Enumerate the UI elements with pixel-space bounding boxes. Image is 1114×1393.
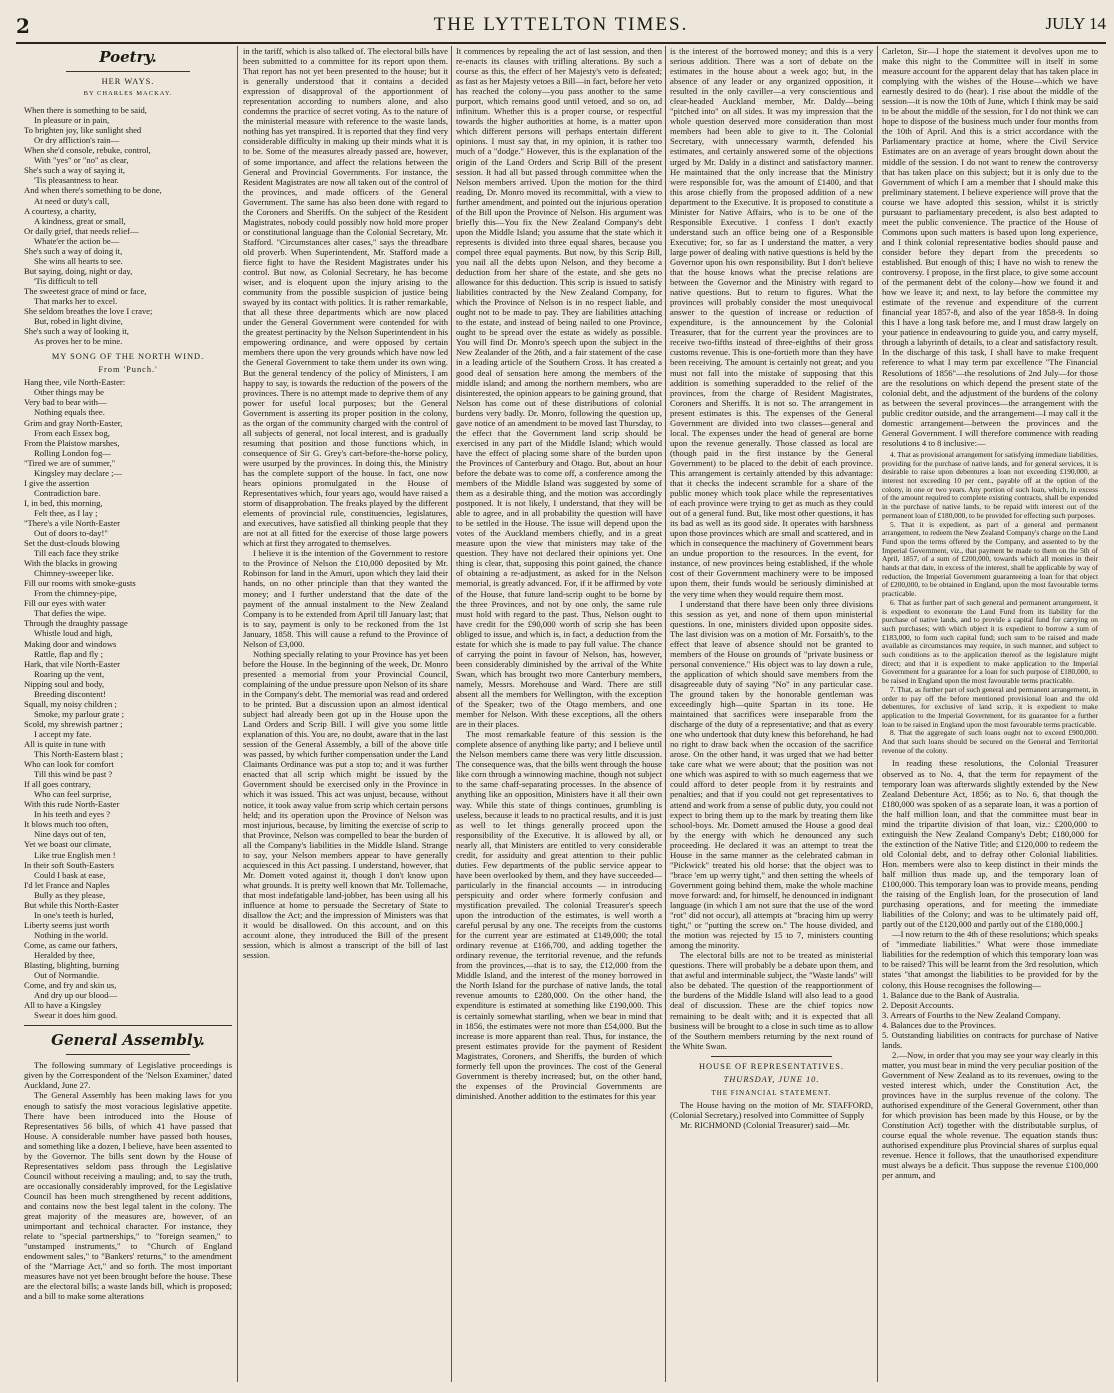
paragraph: 8. That the aggregate of such loans ought not to exceed £900,000. And that such loans should be secured on the General and Territorial revenue of the colony.: [882, 728, 1098, 755]
poem-line: In their soft South-Easters: [24, 859, 114, 870]
poem-line: Kingsley may declare ;—: [34, 467, 123, 478]
poem-line: From the Plaistow marshes,: [24, 437, 120, 448]
liabilities-list: [882, 990, 1098, 1050]
paragraph: —I now return to the 4th of these resolutions; which speaks of "immediate liabilities." What were those immediate liabilities for the redemption of which this temporary loan was to be raised? This will be learnt from the 3rd resolution, which states "that amongst the liabilities to be provided for by the colony, this House recognises the following—: [882, 929, 1098, 990]
poem-line: Making door and windows: [24, 638, 117, 649]
column-3: [456, 46, 662, 1386]
poem-line: I give the assertion: [24, 477, 90, 488]
column-divider: [237, 46, 238, 1382]
poem-line: 'Tis difficult to tell: [34, 275, 98, 286]
poem-line: Or daily grief, that needs relief—: [24, 225, 139, 236]
poem-line: To brighten joy, like sunlight shed: [24, 125, 142, 136]
paragraph: The electoral bills are not to be treated as ministerial questions. There will probably be a debate upon them, and that awful and interminable subject, the "Waste lands" will also be debated. The question of the reapportionment of the burdens of the Middle Island will also lead to a good deal of discussion. These are the chief topics now remaining to be dealt with; and it is expected that all business will be brought to a close in such time as to allow of the Southern members returning by the next round of the White Swan.: [670, 950, 873, 1051]
divider: [711, 1056, 833, 1057]
house-date: THURSDAY, JUNE 10.: [723, 1074, 820, 1084]
poem-title: MY SONG OF THE NORTH WIND.: [51, 352, 205, 362]
poem-line: Set the dust-clouds blowing: [24, 538, 120, 549]
paragraph: 2.—Now, in order that you may see your way clearly in this matter, you must bear in mind the very peculiar position of the Government of New Zealand as to its revenues, owing to the vested interest which, under the Constitution Act, the provinces have in the surplus revenue of the colony. The authorised expenditure of the General Government, other than for which provision has been made by this House, or by the Constitution Act) together with the distributable surplus, of course equal the whole revenue. The equation stands thus: authorised expenditure plus Provincial shares of surplus equal revenue. Hence it follows, that the unauthorised expenditure must always be a deficit. Thus suppose the revenue £100,000 per annum, and: [882, 1049, 1098, 1181]
poem-line: At need or duty's call,: [34, 195, 110, 206]
poem-line: As proves her to be mine.: [34, 336, 123, 347]
poem-line: She's such a way of saying it,: [24, 165, 126, 176]
poem-line: Liberty seems just worth: [24, 919, 110, 930]
column-divider: [665, 46, 666, 1382]
poem-line: Come, as came our fathers,: [24, 939, 118, 950]
paragraph: 5. That it is expedient, as part of a general and permanent arrangement, to redeem the New Zealand Company's charge on the Land Fund upon the terms offered by the Company, and assented to by the Imperial Government, viz., that payment be made to them on the 5th of April, 1857, of a sum of £200,000, towards which all monies in their hands at that date, in excess of the interest, shall be applicable by way of reduction, the Imperial Government guaranteeing a loan for that object of £200,000, to be obtained in England, upon the most favourable terms practicable.: [882, 519, 1098, 599]
masthead: [16, 8, 1106, 44]
article-body: [670, 46, 873, 1051]
poem-line: Roaring up the vent,: [34, 668, 105, 679]
article-body: [243, 46, 448, 960]
paragraph: 2. Deposit Accounts.: [882, 999, 954, 1010]
poem-line: In one's teeth is hurled,: [34, 909, 114, 920]
poem-line: Fill our eyes with water: [24, 598, 106, 609]
poem-line: Very bad to bear with—: [24, 397, 107, 408]
column-4: [670, 46, 873, 1386]
poem-line: It blows much too often,: [24, 819, 109, 830]
poem-line: Out of doors to-day!": [34, 528, 108, 539]
poem-line: Smoke, my parlour grate ;: [34, 708, 124, 719]
poem-line: Breeding discontent!: [34, 688, 106, 699]
article-body: [456, 46, 662, 1101]
poem-line: "There's a vile North-Easter: [24, 517, 120, 528]
poem-line: Who can feel surprise,: [34, 789, 112, 800]
poem-line: I, in bed, this morning,: [24, 497, 103, 508]
poem-line: Squall, my noisy children ;: [24, 698, 117, 709]
poem-line: Nothing equals thee.: [34, 407, 105, 418]
poem-line: Grim and gray North-Easter,: [24, 417, 123, 428]
poem-line: Rattle, flap and fly ;: [34, 648, 103, 659]
poem-line: Yet we boast our climate,: [24, 839, 112, 850]
poem-line: Fill our rooms with smoke-gusts: [24, 578, 136, 589]
poem-line: I accept my fate.: [34, 728, 92, 739]
poem-line: She wins all hearts to see.: [34, 255, 123, 266]
poetry-heading: Poetry.: [99, 48, 157, 66]
poem-line: Till each face they strike: [34, 548, 119, 559]
poem-line: Like true English men !: [34, 849, 116, 860]
paragraph: I understand that there have been only three divisions this session as yet, and none of them upon ministerial questions. In one, ministers divided upon opposite sides. The last division was on a motion of Mr. Forsaith's, to the effect that leave of absence should not be granted to members of the House on grounds of "private business or personal convenience." His object was to lay down a rule, the application of which should save members from the disagreeable duty of saying "No" in any particular case. The ground taken by the honorable gentleman was exceedingly high—quite Spartan in its tone. He maintained that sacrifices were inseparable from the discharge of the duty of a representative; and that as every one who undertook that duty knew this beforehand, he had no right to draw back when the occasion of the sacrifice arose. On the other hand, it was urged that we had better take care what we were about; that the position was not one which was aspired to with so much eagerness that we could afford to deter people from it by restraints and penalties; and that if you could not get representatives to attend and work from a sense of public duty, you could not expect to bring them up to the mark by treating them like school-boys. Mr. Domett amused the House a good deal by the energy with which he denounced any such proceeding. He declared it was an attempt to treat the House in the same manner as the celebrated cabman in "Pickwick" treated his old horse: that the object was to "brace 'em up werry tight," and then setting the wheels of Government going behind them, make the whole machine move forward: and, for himself, he denounced in indignant language (in which I am not sure that the use of the word "rot" did not occur), all attempts at "bracing him up werry tight," or "putting the screw on." The house divided, and the motion was rejected by 15 to 7, ministers counting among the minority.: [670, 598, 873, 951]
column-1: [24, 46, 232, 1386]
poem-line: Hang thee, vile North-Easter:: [24, 377, 126, 388]
paragraph: 3. Arrears of Fourths to the New Zealand Company.: [882, 1009, 1061, 1020]
poem-line: But saying, doing, night or day,: [24, 265, 133, 276]
article-body: [882, 1050, 1098, 1181]
poem-line: Nine days out of ten,: [34, 829, 106, 840]
paragraph: 6. That as further part of such general and permanent arrangement, it is expedient to exonerate the Land Fund from its liability for the purchase of native lands, and to provide a capital fund for carrying on such purchases; with which object it is expedient to borrow a sum of £183,000, to form such capital fund; such sum to be raised and made available as circumstances may require, in such manner, and subject to such conditions as to the application thereof as the legislature might direct; and that it is expedient to make application to the Imperial Government for a guarantee for a loan for such purpose of £180,000, to be raised in England upon the most favourable terms practicable.: [882, 597, 1098, 686]
paragraph: 5. Outstanding liabilities on contracts for purchase of Native lands.: [882, 1029, 1098, 1050]
poem-byline: BY CHARLES MACKAY.: [83, 90, 173, 98]
divider: [66, 1054, 191, 1055]
newspaper-title: THE LYTTELTON TIMES.: [433, 14, 689, 35]
paragraph: The General Assembly has been making laws for you enough to satisfy the most voracious legislative appetite. There have been introduced into the House of Representatives 56 bills, of which 41 have passed that House. A considerable number have passed both houses, and something like a dozen, I believe, have been assented to by the Governor. The bills sent down by the House of Representatives seldom pass through the Legislative Council without receiving a mauling; and, to say the truth, are occasionally considerably improved, for the Legislative Council has been much strengthened by recent additions, and contains now the best legal talent in the colony. The great majority of the measures are, however, of an unimportant and technical character. For instance, they relate to "special partnerships," to "foreign seamen," to "unstamped instruments," to "Church of England endowment sales," to "Bankers' returns," to the amendment of the "Marriage Act," and so forth. The most important measures have not yet been brought before the house. These are the electoral bills; a waste lands bill, which is proposed; and a bill to make some alterations: [24, 1090, 232, 1302]
poem-line: I'd let France and Naples: [24, 879, 110, 890]
poem-line: All to have a Kingsley: [24, 1000, 102, 1011]
poem-line: And when there's something to be done,: [24, 185, 162, 196]
poem-line: A courtesy, a charity,: [24, 205, 97, 216]
poem-line: Out of Normandie.: [34, 970, 100, 981]
poem-title: HER WAYS.: [101, 77, 155, 86]
poem-line: Felt thee, as I lay ;: [34, 507, 98, 518]
poem-line: That defies the wipe.: [34, 608, 107, 619]
poem-line: Scold, my shrewish partner ;: [24, 718, 123, 729]
poem-line: With this rude North-Easter: [24, 799, 120, 810]
poem-line: From the chimney-pipe,: [34, 588, 117, 599]
poem-her-ways: [24, 105, 232, 346]
paragraph: 4. Balances due to the Provinces.: [882, 1019, 996, 1030]
poem-line: Bully as they please,: [34, 889, 106, 900]
poem-line: "Tired we are of summer,": [24, 457, 116, 468]
column-divider: [451, 46, 452, 1382]
poem-line: And dry up our blood—: [34, 990, 118, 1001]
paragraph: 7. That, as further part of such general and permanent arrangement, in order to pay off the before mentioned provisional loan and the old debentures, for exclusive of land scrip, it is expedient to make application to the Imperial Government, for its guarantee for a further loan to be raised in England upon the most favourable terms practicable.: [882, 684, 1098, 729]
poem-line: The sweetest grace of mind or face,: [24, 285, 147, 296]
article-body: [670, 1100, 873, 1130]
column-5: [882, 46, 1098, 1386]
divider: [24, 1025, 232, 1026]
poem-north-wind: [24, 377, 232, 1020]
paragraph: is the interest of the borrowed money; and this is a very serious addition. There was a sort of debate on the estimates in the house about a week ago; but, in the absence of any leader or any organized opposition, it resulted in the only caviller—a very conscientious and clear-headed Auckland member, Mr. Daldy—being "pitched into" on all sides. It was my impression that the whole question deserved more consideration than most members had been able to give to it. The Colonial Secretary, with unnecessary warmth, defended his estimates, and certainly answered some of the objections urged by Mr. Daldy in a distinct and satisfactory manner. He maintained that the only increase that the Ministry were responsible for, was the amount of £1400, and that this arose chiefly from the proposed addition of a new department to the Executive. It is proposed to constitute a Minister for Native Affairs, who is to be one of the Responsible Executive. I confess I don't exactly understand such an office being one of a Responsible Executive; for, so far as I understand the matter, a very large power of dealing with native questions is held by the Governor upon his own responsibility. But I don't believe that the house knows what the precise relations are between the Governor and the Ministry with regard to native questions. But to return to figures. What the provinces will probably consider the most unequivocal answer to the question of increase or reduction of expenditure, is the announcement by the Colonial Treasurer, that for the current year the provinces are to receive two-fifths instead of three-eighths of their gross customs revenue. This is one-fortieth more than they have been receiving. The amount is certainly not great; and you must not fall into the mistake of supposing that this addition is something superadded to the relief of the provinces, from the charge of Resident Magistrates, Coroners and Sheriffs. It is not so. The arrangement in present estimates is this. The expenses of the General Government are divided into two classes—general and local. The expenses under the head of general are borne upon the revenue generally. Those classed as local are (though paid in the first instance by the General Government) to be placed to the debit of each province. This arrangement is certainly attended by this advantage: that it checks the indecent scramble for a share of the public money which took place while the representatives of each province were trying to get as much as they could out of a general fund. But, like most other questions, it has its bad as well as its good side. It operates with harshness upon those provinces which are small and scattered, and in which in consequence the machinery of Government bears an undue proportion to the resources. In the event, for instance, of new provinces being established, if the whole cost of their Government machinery were to be imposed upon them, their funds would be seriously diminished at the very time when they would require them most.: [670, 46, 873, 599]
article-body: [24, 1060, 232, 1301]
paragraph: The most remarkable feature of this session is the complete absence of anything like party; and I believe until the Nelson members came there was very little discussion. The consequence was, that the bills went through the house like corn through a winnowing machine, though not subject to the same chaff-separating processes. In the absence of anything like an opposition, Ministers have it all their own way. While this state of things continues, grumbling is useless, because it leads to no practical results, and it is just as well to let things generally proceed upon the responsibility of the Executive. It is allowed by all, or nearly all, that Ministers are entitled to very considerable credit, for assiduity and great attention to their public duties. Few departments of the public service appear to have been overlooked by them, and they have succeeded—particularly in the financial accounts — in introducing perspicuity and order where formerly confusion and mystification prevailed. The colonial Treasurer's speech upon the introduction of the estimates, is well worth a careful perusal by any one. The receipts from the customs for the current year are estimated at £149,000; the total ordinary revenue at £166,700, and adding together the ordinary revenue, the territorial revenue, and the refunds from the provinces,—that is to say, the £12,000 from the Middle Island, and the interest of the money borrowed in the North Island for the purchase of native lands, the total revenue amounts to £280,000. On the other hand, the expenditure is estimated at something like £190,000. This is certainly somewhat startling, when we bear in mind that in 1856, the estimates were not more than £54,000. But the increase is more apparent than real. Thus, for instance, the present estimates provide for the payment of Resident Magistrates, Coroners, and Sheriffs, the burden of which formerly fell upon the provinces. The cost of the General Government is thereby increased; but, on the other hand, the expenses of the Provincial Governments are diminished. Another addition to the estimates for this year: [456, 729, 662, 1101]
article-body: [882, 758, 1098, 989]
paragraph: The following summary of Legislative proceedings is given by the Correspondent of the 'Nelson Examiner,' dated Auckland, June 27.: [24, 1060, 232, 1091]
poem-source: From 'Punch.': [98, 365, 158, 375]
paragraph: In reading these resolutions, the Colonial Treasurer observed as to No. 4, that the term for repayment of the temporary loan was afterwards slightly extended by the New Zealand Debenture Act, 1856; as to No. 6, that though the £180,000 was spoken of as a separate loan, it was a portion of the half million loan, and that the committee must bear in mind the tripartite division of that loan, viz.: £200,000 to extinguish the New Zealand Company's Debt; £180,000 for the extinction of the Native Title; and £120,000 to redeem the old Colonial debt, and to defray other Colonial liabilities. Hon. members were also to keep distinct in their minds the half million thus made up, and the temporary loan of £100,000. This temporary loan was to provide means, pending the raising of the English loan, for the prosecution of land purchasing operations, and for meeting the immediate liabilities of the Colony; and was to be ultimately paid off, partly out of the £120,000 and partly out of the £180,000.]: [882, 758, 1098, 930]
paragraph: 4. That as provisional arrangement for satisfying immediate liabilities, providing for the purchase of native lands, and for general services, it is desirable to raise upon debentures a loan not exceeding £190,000, at interest not exceeding 10 per cent., payable off at the option of the colony, in one or two years. Any portion of such loan, which, in excess of the amount required to complete existing contracts, shall be expended in the purchase of native lands, to be repaid with interest out of the permanent loan of £180,000, to be provided for effecting such purposes.: [882, 449, 1098, 520]
paragraph: It commences by repealing the act of last session, and then re-enacts its clauses with trifling alterations. By such a course as this, the effect of her Majesty's veto is defeated; as fast as her Majesty vetoes a Bill—in fact, before her veto has reached the colony—you pass another to the same purport, which remains good until vetoed, and so on, ad infinitum. Whether this is a proper course, or respectful towards the higher authorities at home, is a matter upon which different persons will perhaps entertain different opinions. I must say that, in my opinion, it is rather too much of a "dodge." However, this is the explanation of the origin of the Land Orders and Scrip Bill of the present session. It had all but passed through committee when the Nelson members arrived. Upon the motion for the third reading, Dr. Monro moved its recommittal, with a view to further amendment, and pointed out the injurious operation of the Bill upon the Province of Nelson. His argument was briefly this—You fix the New Zealand Company's debt upon the Middle Island; you assume that the state which it represents is divided into three equal shares, because you compel three equal payments. But now, by this Scrip Bill, you nail all the debts upon Nelson, and they become a deduction from her share of the estate, and she gets no allowance for this deduction. This scrip is issued to satisfy liabilities contracted by the New Zealand Company, for which the Province of Nelson is in no respect liable, and ought not to be made to pay. They are liabilities attaching to the estate, and instead of being nailed to one Province, ought to be spread over the estate as widely as possible. You will find Dr. Monro's speech upon the subject in the New Zealander of the 26th, and a fair statement of the case in a leading article of the Southern Cross. It has created a good deal of sensation here among the members of the middle island; and among the northern members, who are disinterested, the opinion appears to be gaining ground, that Nelson has come out of these distributions of colonial burdens very badly. Dr. Monro, following the question up, gave notice of an amendment to be moved last Thursday, to the effect that the Government land scrip should be exercised in any part of the Middle Island; which would have the effect of placing some share of the burden upon the Provinces of Canterbury and Otago. But, about an hour before the debate was to come off, a conference among the members of the Middle Island was suggested by some of them as a desirable thing, and the motion was accordingly postponed. It is not likely, I understand, that they will be able to agree, and in all probability the question will have to be settled in the House. The issue will depend upon the votes of the Auckland members chiefly, and in a great measure upon the view that ministers may take of the question. They have not declared their opinions yet. One thing is clear, that, supposing this point gained, the chance of obtaining a re-adjustment, as asked for in the Nelson memorial, is greatly advanced. For, if it be affirmed by vote of the House, that future land-scrip ought to be borne by the three Provinces, and not by one only, the same rule must hold with regard to the past. Thus, Nelson ought to have credit for the £90,000 worth of scrip she has been obliged to issue, and which is, in fact, a deduction from the estate for which she is made to pay full value. The chance of carrying the point in favour of Nelson, has, however, been considerably diminished by the arrival of the White Swan, which has brought two more Canterbury members, namely, Messrs. Morehouse and Ward. There are still absent all the members for Wellington, with the exception of the Speaker; two of the Otago members, and one member for Nelson. With these exceptions, all the others are in their places.: [456, 46, 662, 730]
divider: [66, 71, 191, 72]
poem-line: She seldom breathes the love I crave;: [24, 306, 153, 317]
poem-line: Who can look for comfort: [24, 759, 114, 770]
poem-line: She's such a way of looking it,: [24, 326, 129, 337]
poem-line: That marks her to excel.: [34, 295, 118, 306]
column-divider: [877, 46, 878, 1382]
poem-line: Could I bask at ease,: [34, 869, 106, 880]
poem-line: When there is something to be said,: [24, 105, 147, 116]
poem-line: From each Essex bog,: [34, 427, 110, 438]
poem-line: With "yes" or "no" as clear,: [34, 155, 129, 166]
poem-line: Hark, that vile North-Easter: [24, 658, 120, 669]
column-2: [243, 46, 448, 1386]
paragraph: Carleton, Sir—I hope the statement it devolves upon me to make this night to the Committee will in itself in some measure account for the apparent delay that has taken place in complying with the wishes of the House—which we have earnestly desired to do (hear). I rise about the middle of the session—it is now the 10th of June, which I think may be said to be about the middle of the session, for I do not think we can hope to dispose of the business much under four months from the 10th of April. And this is a strict accordance with the Parliamentary practice at home, where the Civil Service Estimates are on an average of years brought down about the middle of the session. I do not want to renew the controversy that has taken place on this subject; but it is only due to the Government of which I am a member that I should make this preliminary statement. I believe experience will prove that the course we have adopted this session, whilst it is strictly pursuant to parliamentary precedent, is also best adapted to meet the public convenience. The practice of the House of Commons upon such matters is based upon long experience, and I think colonial representative bodies should pause and consider before they depart from the precedents so established. But enough of this; I have no wish to renew the controversy. I propose, in the first place, to give some account of the permanent debt of the colony—how we found it and how we leave it; and next, to lay before the committee my estimate of the revenue and expenditure of the current financial year 1857-8, and also of the year 1858-9. In doing this I have a long task before me, and I must draw largely on your patience in endeavouring to guide you, and carry myself, through a labyrinth of details, to a clear and satisfactory result. In the discharge of this task, I shall have to make frequent reference to what I may term par excellence "The Financial Resolutions of 1856"—the resolutions of 2nd July—for those are the resolutions on which depend the present state of the colonial debt, and the adjustment of the burdens of the colony as between the several provinces—the arrangement with the public creditor outside, and the arrangement—I may call it the domestic arrangement—between the provinces and the General Government. I will therefore commence with reading resolutions 4 to 8 inclusive:—: [882, 46, 1098, 448]
poem-line: All is quite in tune with: [24, 739, 106, 749]
page-number: 2: [16, 14, 30, 38]
poem-line: Other things may be: [34, 387, 104, 398]
issue-date: JULY 14: [1045, 14, 1106, 33]
paragraph: 1. Balance due to the Bank of Australia.: [882, 989, 1020, 1000]
poem-line: Blasting, blighting, burning: [24, 960, 120, 971]
paragraph: in the tariff, which is also talked of. The electoral bills have been submitted to a committee for its report upon them. That report has not yet been presented to the house; but it is generally understood that it contains a decided expression of disapproval of the apportionment of representation according to numbers alone, and also condemns the practice of secret voting. As to the nature of the ministerial measure with reference to the waste lands, nothing has yet transpired. It is reported that they find very considerable difficulty in making up their minds what it is to be. Some of the measures already passed are, however, of some importance, and affect the relations between the General and Provincial Governments. For instance, the Resident Magistrates are now all taken out of the control of the provinces, and made officers of the General Government. The same has also been done with regard to the Coroners and Sheriffs. On the subject of the Resident Magistrates, nobody could possibly now hold more proper or constitutional language than the Colonial Secretary, Mr. Stafford. "Circumstances alter cases," says the threadbare old proverb. When Superintendent, Mr. Stafford made a fierce fight to have the Resident Magistrates under his control. But now, as Colonial Secretary, he has become wiser, and is eloquent upon the injury arising to the community from the possible suspicion of justice being swayed by its contact with politics. It is rather remarkable, that all these three departments which are now placed under the General Government were contended for with the greatest pertinacity by the Nelson Superintendent in his empowering ordinance, and were opposed by certain members there upon the very grounds which have now led the General Government to take them under its own wing. But the general tendency of the policy of Ministers, I am happy to say, is towards the reduction of the powers of the provinces. There is no attempt made to deprive them of any power for useful local purposes; but the General Government is asserting its proper position in the colony, as the organ of the community charged with the control of all subjects of general, not local interest, and is gradually resuming that position and those functions which, in consequence of Sir G. Grey's cart-before-the-horse policy, were usurped by the provinces. In doing this, the Ministry has the complete support of the house. In fact, one now hears opinions promulgated in the House of Representatives which, four years ago, would have raised a storm of disapprobation. The freaks played by the different elements of provincial rule, constituencies, legislatures, and executives, have satisfied all thinking people that they are not at all fitted for the exercise of those large powers which at first they arrogated to themselves.: [243, 46, 448, 549]
house-subheading: THE FINANCIAL STATEMENT.: [711, 1088, 832, 1097]
poem-line: Contradiction bare.: [34, 487, 101, 498]
poem-line: Or dry affliction's rain—: [34, 135, 120, 146]
house-heading: HOUSE OF REPRESENTATIVES.: [698, 1061, 845, 1071]
poem-line: In pleasure or in pain,: [34, 115, 110, 126]
poem-line: 'Tis pleasantness to hear.: [34, 175, 119, 186]
poem-line: Whate'er the action be—: [34, 235, 120, 246]
poem-line: When she'd console, rebuke, control,: [24, 145, 151, 156]
poem-line: Swear it does him good.: [34, 1010, 118, 1021]
poem-line: But while this North-Easter: [24, 899, 119, 910]
paragraph: Nothing specially relating to your Province has yet been before the House. In the beginning of the week, Dr. Monro presented a memorial from your Provincial Council, complaining of the undue pressure upon Nelson of its share in the Company's debt. The memorial was read and ordered to be printed. But a discussion upon an almost identical subject had already been got up in the House upon the Land Orders and Scrip Bill. I will give you some little explanation of this. You are, no doubt, aware that in the last session of the General Assembly, a bill of the above title was passed, by which further compensation under the Land Claimants Ordinance was put a stop to; and it was further enacted that all scrip which might be issued by the Government should be exercised only in the Province in which it was issued. This act was unjust, because, without notice, it took away value from scrip which certain persons held; and its operation upon the Province of Nelson was most injurious, because, by limiting the exercise of scrip to that Province, Nelson was compelled to bear the burden of all the Company's liabilities in the Middle Island. Strange to say, your Nelson members appear to have generally acquiesced in this Act passing. I understand, however, that Mr. Domett voted against it, though I don't know upon what grounds. It is pretty well known that Mr. Tollemache, that most indefatigable land-jobber, has been using all his influence at home to persuade the Secretary of State to disallow the Act; and the impression of Ministers was that it would be disallowed. On this account, and on this account alone, they introduced the Bill of the present session, which is almost a transcript of the bill of last session.: [243, 648, 448, 961]
poem-line: Chimney-sweeper like.: [34, 568, 114, 579]
poem-line: Through the draughty passage: [24, 618, 128, 629]
poem-line: This North-Eastern blast ;: [34, 749, 124, 760]
resolutions-list: [882, 451, 1098, 756]
section-heading: General Assembly.: [51, 1031, 205, 1050]
paragraph: Mr. RICHMOND (Colonial Treasurer) said—Mr.: [680, 1119, 850, 1130]
poem-line: In his teeth and eyes ?: [34, 809, 111, 820]
paragraph: I believe it is the intention of the Government to restore to the Province of Nelson the £10,000 deposited by Mr. Robinson for land in the Amuri, upon which they laid their hands, on no other principle than that they wanted the money; and I further understand that the date of the payment of the annual instalment to the New Zealand Company is to be extended from April till January last; that is to say, payment is only to be reckoned from the 1st January, 1858. This will cause a refund to the Province of Nelson of £3,000.: [243, 548, 448, 649]
poem-line: Nothing in the world.: [34, 929, 108, 940]
poem-line: She's such a way of doing it,: [24, 245, 123, 256]
poem-line: If all goes contrary,: [24, 779, 91, 790]
poem-line: With the blacks in growing: [24, 558, 118, 569]
poem-line: A kindness, great or small,: [34, 215, 126, 226]
poem-line: Come, and fry and skin us,: [24, 980, 117, 991]
poem-line: Rolling London fog—: [34, 447, 111, 458]
paragraph: The House having on the motion of Mr. STAFFORD, (Colonial Secretary,) resolved into Committee of Supply: [670, 1099, 873, 1120]
poem-line: But, robed in light divine,: [34, 316, 123, 327]
poem-line: Nipping soul and body,: [24, 678, 105, 689]
poem-line: Till this wind be past ?: [34, 769, 113, 780]
poem-line: Whistle loud and high,: [34, 628, 113, 639]
article-body: [882, 46, 1098, 448]
poem-line: Heralded by thee,: [34, 949, 95, 960]
